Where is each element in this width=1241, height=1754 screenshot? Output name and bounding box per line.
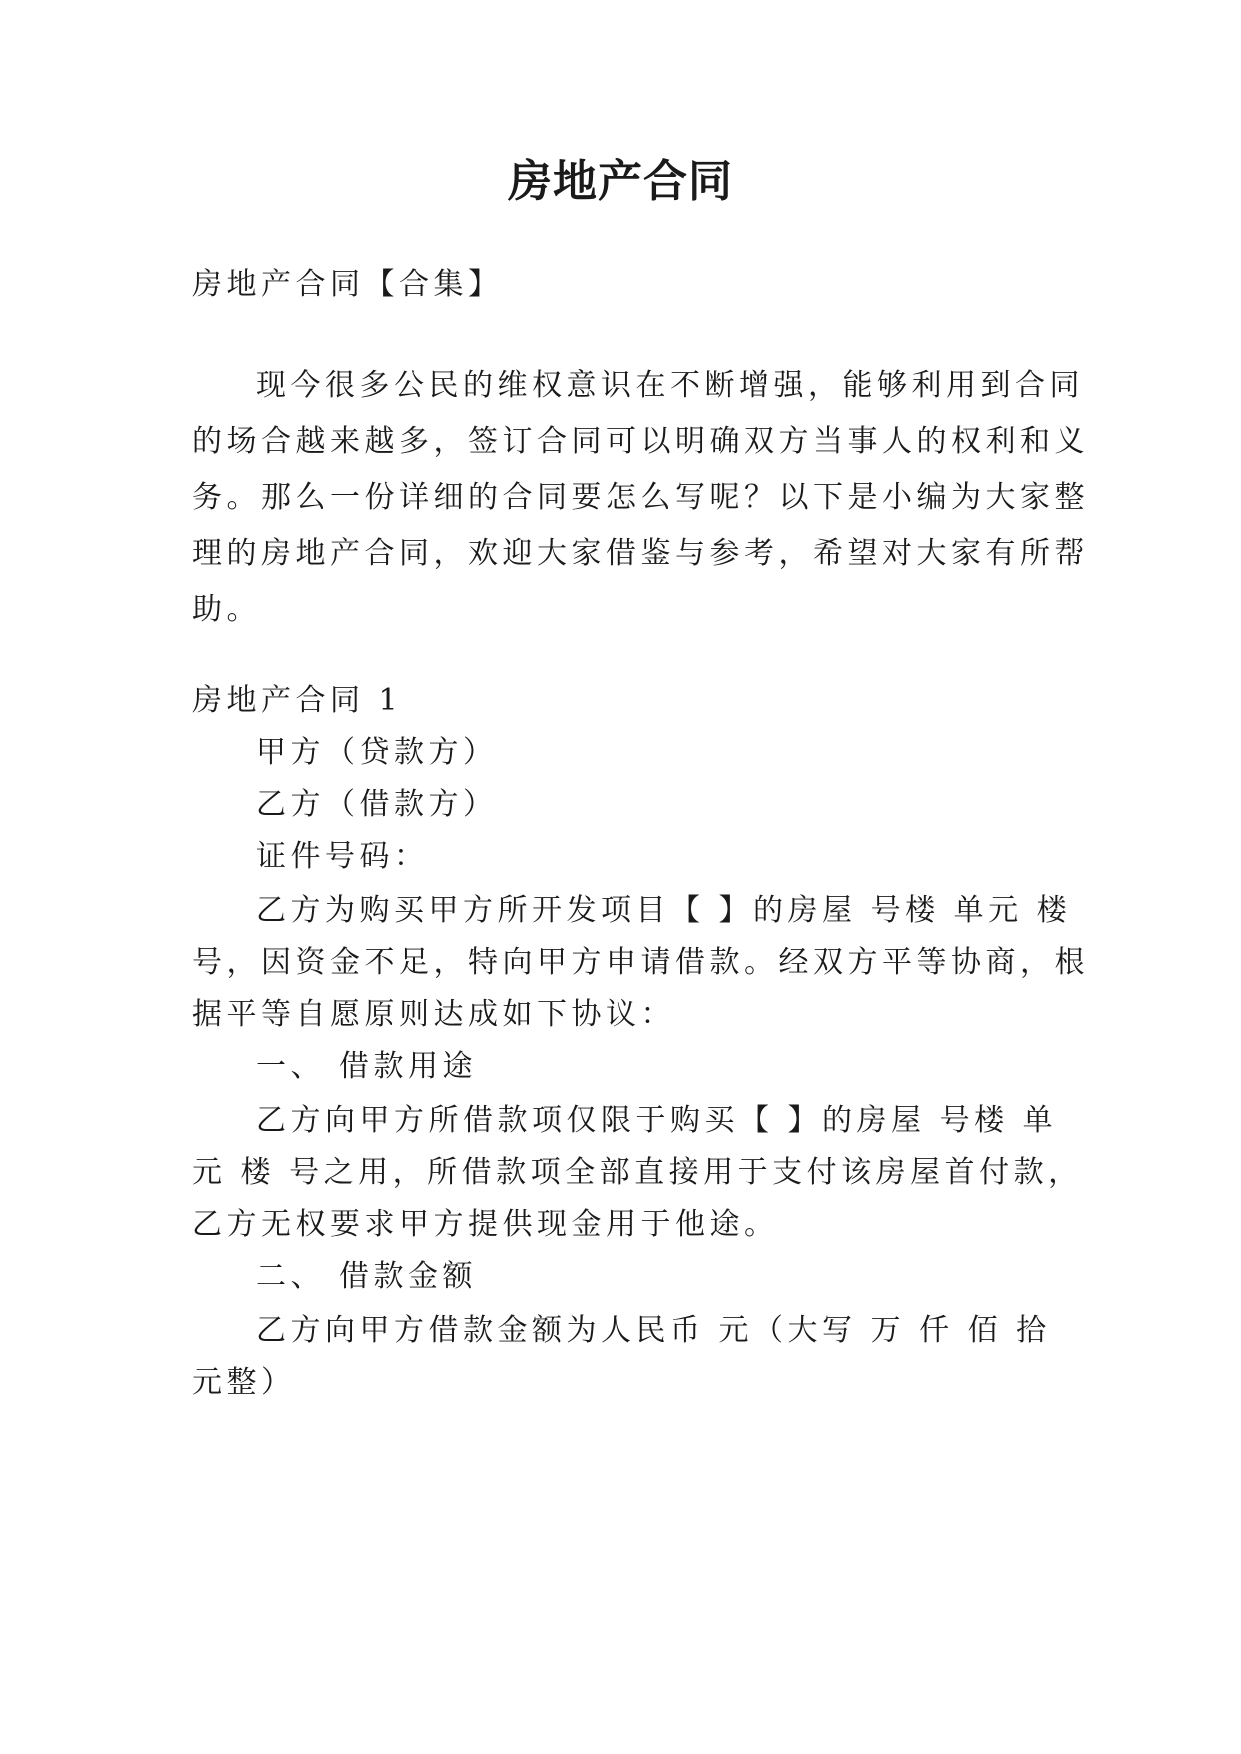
- clause-1-line: 乙方向甲方所借款项仅限于购买【 】的房屋 号楼 单: [256, 1103, 1058, 1138]
- id-number-label: 证件号码：: [256, 839, 429, 874]
- clause-1-line: 元 楼 号之用，所借款项全部直接用于支付该房屋首付款，: [192, 1155, 1083, 1190]
- section-heading: 房地产合同 1: [192, 683, 403, 718]
- clause-1-heading: 一、 借款用途: [256, 1049, 478, 1084]
- preamble-line: 号，因资金不足，特向甲方申请借款。经双方平等协商，根: [192, 945, 1089, 980]
- intro-line: 现今很多公民的维权意识在不断增强，能够利用到合同: [256, 368, 1084, 403]
- party-b-label: 乙方（借款方）: [256, 787, 498, 822]
- intro-line: 理的房地产合同，欢迎大家借鉴与参考，希望对大家有所帮: [192, 536, 1089, 571]
- clause-1-line: 乙方无权要求甲方提供现金用于他途。: [192, 1207, 779, 1242]
- preamble-line: 据平等自愿原则达成如下协议：: [192, 997, 675, 1032]
- party-a-label: 甲方（贷款方）: [256, 735, 498, 770]
- intro-line: 助。: [192, 592, 261, 627]
- intro-line: 的场合越来越多，签订合同可以明确双方当事人的权利和义: [192, 424, 1089, 459]
- intro-line: 务。那么一份详细的合同要怎么写呢？以下是小编为大家整: [192, 480, 1089, 515]
- clause-2-line: 元整）: [192, 1365, 296, 1400]
- document-subtitle: 房地产合同【合集】: [192, 267, 503, 302]
- clause-2-heading: 二、 借款金额: [256, 1259, 478, 1294]
- document-title: 房地产合同: [508, 156, 733, 207]
- clause-2-line: 乙方向甲方借款金额为人民币 元（大写 万 仟 佰 拾: [256, 1313, 1051, 1348]
- preamble-line: 乙方为购买甲方所开发项目【 】的房屋 号楼 单元 楼: [256, 893, 1072, 928]
